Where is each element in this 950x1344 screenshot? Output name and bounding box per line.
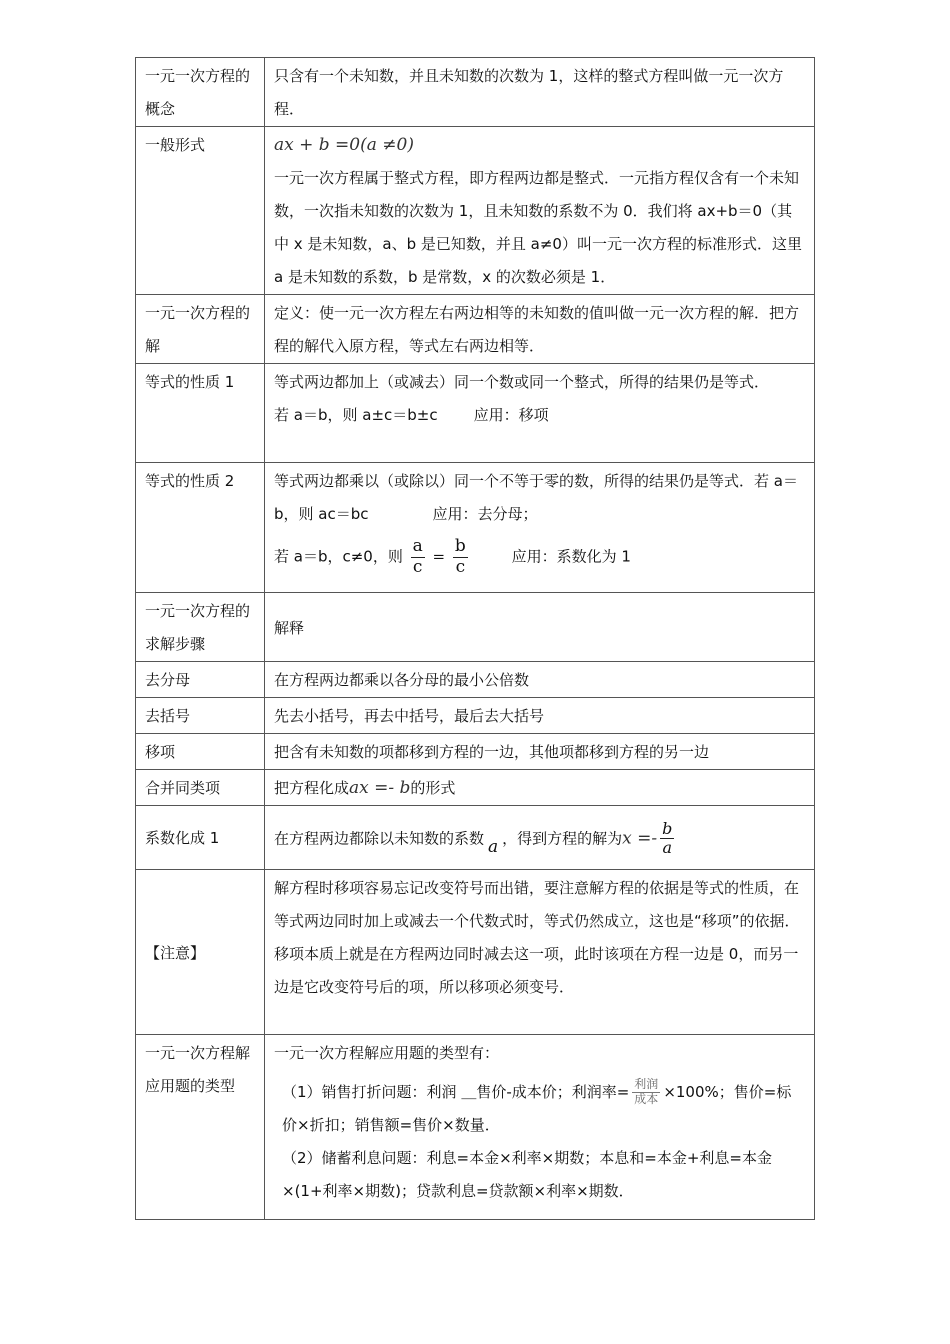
table-row [136,806,815,870]
table-row [136,364,815,463]
knowledge-table [135,57,815,1220]
term-cell: 一元一次方程的求解步骤 [136,593,265,662]
table-row [136,295,815,364]
content-cell: 解方程时移项容易忘记改变符号而出错，要注意解方程的依据是等式的性质，在等式两边同时加上或减去一个代数式时，等式仍然成立，这也是“移项”的依据．移项本质上就是在方程两边同时减去这一项，此时该项在方程一边是 0，而另一边是它改变符号后的项，所以移项必须变号． [265,870,815,1035]
term-cell: 一元一次方程的解 [136,295,265,364]
example-line [274,399,805,432]
example-text: 若 a＝b，则 a±c＝b±c [274,406,438,424]
content-cell: 一元一次方程解应用题的类型有： （1）销售打折问题：利润 ＿售价-成本价；利润率= $\frac{\text{利润}}{\text{成本}}$ ×100%；售价=标价×折扣；销售额=售价×数量． （2）储蓄利息问题：利息=本金×利率×期数；本息和=本金+利息=本金×(1+利率×期数)；贷款利息=贷款额×利率×期数． [265,1035,815,1220]
table-row [136,593,815,662]
example-line: 若 a＝b，c≠0，则 $\frac{a}{c}$ = $\frac{b}{c}$ 应用：系数化为 1 [274,536,631,577]
table-row [136,734,815,770]
table-row [136,770,815,806]
example-text: 若 a＝b，c≠0，则 [274,547,403,566]
list-item: （2）储蓄利息问题：利息=本金×利率×期数；本息和=本金+利息=本金×(1+利率×期数)；贷款利息=贷款额×利率×期数． [282,1149,772,1200]
table-row [136,463,815,593]
content-cell: 把含有未知数的项都移到方程的一边，其他项都移到方程的另一边 [265,734,815,770]
solution-prefix: x =- [622,828,658,848]
content-cell: 在方程两边都乘以各分母的最小公倍数 [265,662,815,698]
table-row [136,662,815,698]
fraction-a-over-c: $\frac{a}{c}$ [412,536,423,577]
content-cell: 把方程化成ax =- b的形式 [265,770,815,806]
standard-form-formula: ax =- b [349,778,411,798]
content-cell [265,463,815,593]
fraction-b-over-c: $\frac{b}{c}$ [454,536,466,577]
table-row [136,870,815,1035]
term-cell: 等式的性质 2 [136,463,265,593]
term-cell: 等式的性质 1 [136,364,265,463]
term-cell: 去括号 [136,698,265,734]
term-cell: 一般形式 [136,127,265,295]
fraction-b-over-a: $\frac{b}{a}$ [662,818,673,857]
content-text: 等式两边都乘以（或除以）同一个不等于零的数，所得的结果仍是等式．若 a＝b，则 ac＝bc [274,472,798,523]
term-cell: 移项 [136,734,265,770]
content-cell: 只含有一个未知数，并且未知数的次数为 1，这样的整式方程叫做一元一次方程． [265,58,815,127]
term-cell: 【注意】 [136,870,265,1035]
application-text: 应用：去分母； [432,505,538,523]
fraction-profit-over-cost: $\frac{\text{利润}}{\text{成本}}$ [634,1077,659,1106]
general-form-formula: ax + b =0(a ≠0) [274,135,414,155]
term-cell: 系数化成 1 [136,806,265,870]
content-cell [265,364,815,463]
term-cell: 一元一次方程解应用题的类型 [136,1035,265,1220]
application-text: 应用：移项 [473,406,549,424]
list-item: （1）销售打折问题：利润 ＿售价-成本价；利润率= $\frac{\text{利润}}{\text{成本}}$ ×100%；售价=标价×折扣；销售额=售价×数量． [282,1077,792,1134]
content-cell: 在方程两边都除以未知数的系数 a ，得到方程的解为x =- $\frac{b}{a}$ [265,806,815,870]
content-cell: 解释 [265,593,815,662]
content-cell: 定义：使一元一次方程左右两边相等的未知数的值叫做一元一次方程的解．把方程的解代入原方程，等式左右两边相等． [265,295,815,364]
coefficient-symbol: a [488,837,499,857]
application-text: 应用：系数化为 1 [511,547,631,566]
term-cell: 合并同类项 [136,770,265,806]
content-cell: 先去小括号，再去中括号，最后去大括号 [265,698,815,734]
table-row [136,698,815,734]
content-text: 一元一次方程属于整式方程，即方程两边都是整式．一元指方程仅含有一个未知数，一次指未知数的次数为 1，且未知数的系数不为 0．我们将 ax+b＝0（其中 x 是未知数，a、b 是已知数，并且 a≠0）叫一元一次方程的标准形式．这里 a 是未知数的系数，b 是常数，x 的次数必须是 1． [274,169,802,286]
content-text: 等式两边都加上（或减去）同一个数或同一个整式，所得的结果仍是等式． [274,373,770,391]
content-cell [265,127,815,295]
table-row [136,127,815,295]
table-row [136,58,815,127]
term-cell: 一元一次方程的概念 [136,58,265,127]
term-cell: 去分母 [136,662,265,698]
table-row [136,1035,815,1220]
